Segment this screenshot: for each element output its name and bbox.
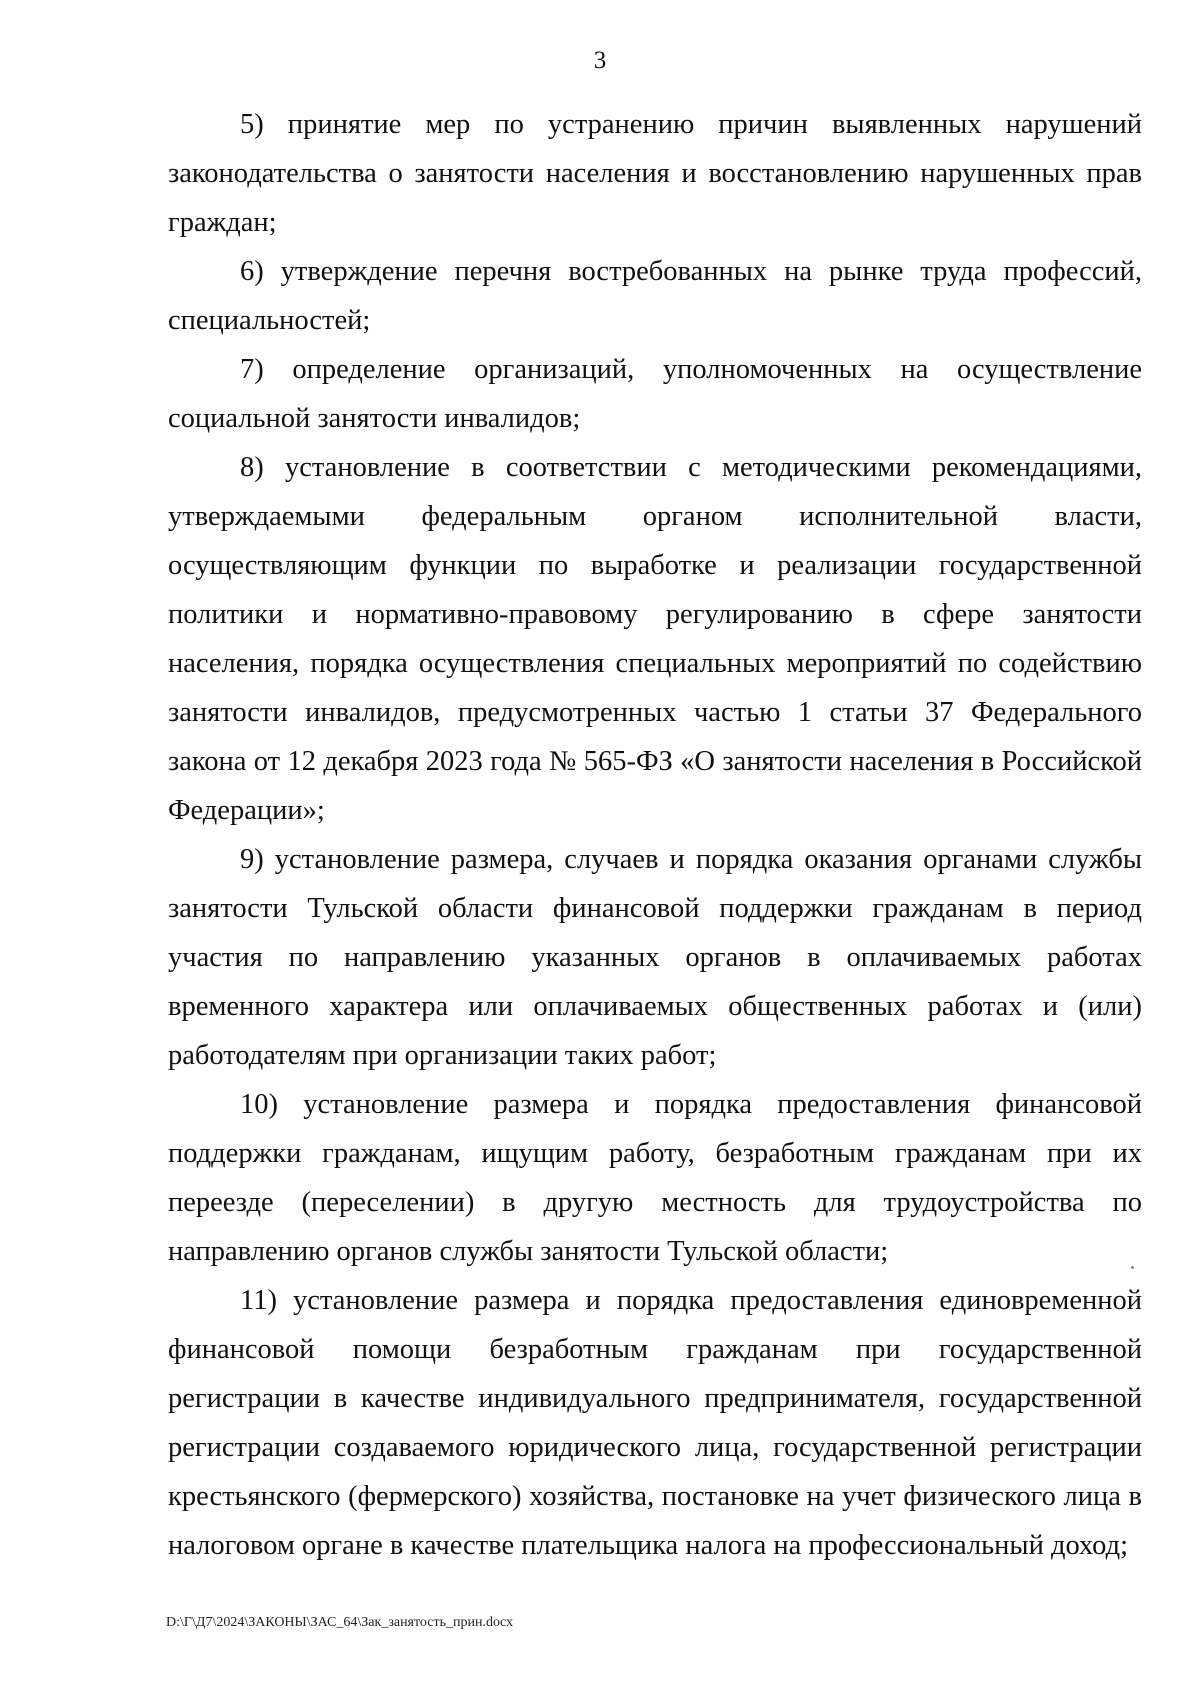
list-item-11: 11) установление размера и порядка предоставления единовременной финансовой помощи безработным гражданам при государственной регистрации в качестве индивидуального предпринимателя, государственной регистрации создаваемого юридического лица, государственной регистрации крестьянского (фермерского) хозяйства, постановке на учет физического лица в налоговом органе в качестве плательщика налога на профессиональный доход; — [168, 1285, 1142, 1561]
file-path-footer: D:\Г\Д7\2024\ЗАКОНЫ\ЗАС_64\Зак_занятость_прин.docx — [166, 1615, 514, 1630]
document-body — [168, 100, 1142, 1570]
list-item-6: 6) утверждение перечня востребованных на рынке труда профессий, специальностей; — [168, 256, 1142, 336]
list-item-7: 7) определение организаций, уполномоченных на осуществление социальной занятости инвалидов; — [168, 354, 1142, 434]
list-item-8: 8) установление в соответствии с методическими рекомендациями, утверждаемыми федеральным органом исполнительной власти, осуществляющим функции по выработке и реализации государственной политики и нормативно-правовому регулированию в сфере занятости населения, порядка осуществления специальных мероприятий по содействию занятости инвалидов, предусмотренных частью 1 статьи 37 Федерального закона от 12 декабря 2023 года № 565-ФЗ «О занятости населения в Российской Федерации»; — [168, 452, 1142, 826]
scan-speck — [1131, 1266, 1134, 1269]
list-item-5: 5) принятие мер по устранению причин выявленных нарушений законодательства о занятости населения и восстановлению нарушенных прав граждан; — [168, 109, 1142, 238]
page-number: 3 — [593, 47, 607, 74]
list-item-10: 10) установление размера и порядка предоставления финансовой поддержки гражданам, ищущим работу, безработным гражданам при их переезде (переселении) в другую местность для трудоустройства по направлению органов службы занятости Тульской области; — [168, 1089, 1142, 1267]
list-item-9: 9) установление размера, случаев и порядка оказания органами службы занятости Тульской области финансовой поддержки гражданам в период участия по направлению указанных органов в оплачиваемых работах временного характера или оплачиваемых общественных работах и (или) работодателям при организации таких работ; — [168, 844, 1142, 1071]
